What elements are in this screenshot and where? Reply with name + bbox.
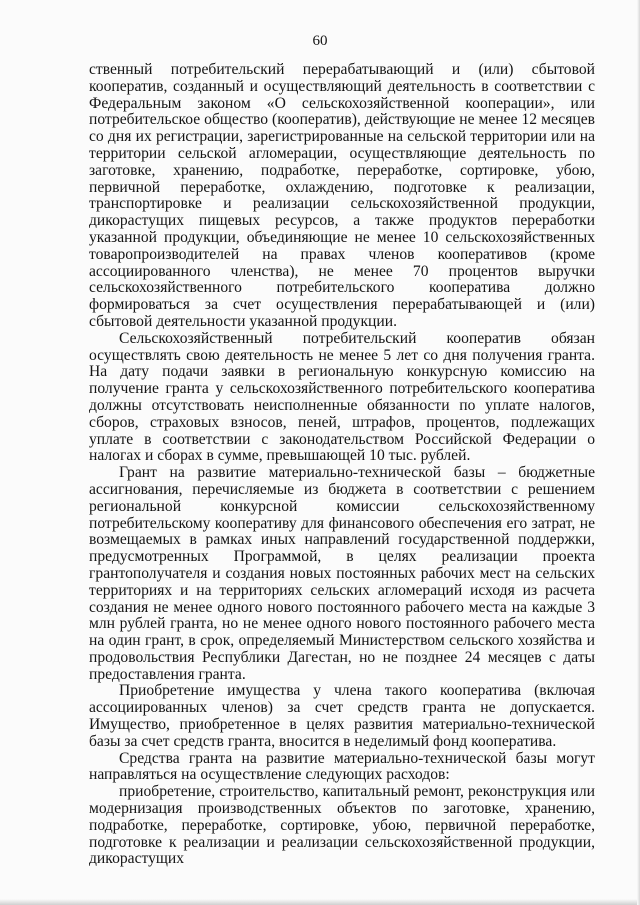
paragraph-grant-expenses-intro: Средства гранта на развитие материально-технической базы могут направляться на осуществление следующих расходов: <box>89 749 595 784</box>
paragraph-cooperative-obligations: Сельскохозяйственный потребительский кооператив обязан осуществлять свою деятельность не менее 5 лет со дня получения гранта. На дату подачи заявки в региональную конкурсную комиссию на получение гранта у сельскохозяйственного потребительского кооператива должны отсутствовать неисполненные обязанности по уплате налогов, сборов, страховых взносов, пеней, штрафов, процентов, подлежащих уплате в соответствии с законодательством Российской Федерации о налогах и сборах в сумме, превышающей 10 тыс. рублей. <box>89 329 595 465</box>
paragraph-grant-definition: Грант на развитие материально-технической базы – бюджетные ассигнования, перечисляемые из бюджета в соответствии с решением региональной конкурсной комиссии сельскохозяйственному потребительскому кооперативу для финансового обеспечения его затрат, не возмещаемых в рамках иных направлений государственной поддержки, предусмотренных Программой, в целях реализации проекта грантополучателя и создания новых постоянных рабочих мест на сельских территориях и на территориях сельских агломераций исходя из расчета создания не менее одного нового постоянного рабочего места на каждые 3 млн рублей гранта, но не менее одного нового постоянного рабочего места на один грант, в срок, определяемый Министерством сельского хозяйства и продовольствия Республики Дагестан, но не позднее 24 месяцев с даты предоставления гранта. <box>89 464 595 683</box>
scan-bottom-edge <box>0 899 640 905</box>
paragraph-expense-item: приобретение, строительство, капитальный ремонт, реконструкция или модернизация производственных объектов по заготовке, хранению, подработке, переработке, сортировке, убою, первичной переработке, подготовке к реализации и реализации сельскохозяйственной продукции, дикорастущих <box>89 783 595 868</box>
document-body <box>89 62 595 868</box>
paragraph-property-acquisition: Приобретение имущества у члена такого кооператива (включая ассоциированных членов) за счет средств гранта не допускается. Имущество, приобретенное в целях развития материально-технической базы за счет средств гранта, вносится в неделимый фонд кооператива. <box>89 682 595 750</box>
paragraph-continued: ственный потребительский перерабатывающий и (или) сбытовой кооператив, созданный и осуществляющий деятельность в соответствии с Федеральным законом «О сельскохозяйственной кооперации», или потребительское общество (кооператив), действующие не менее 12 месяцев со дня их регистрации, зарегистрированные на сельской территории или на территории сельской агломерации, осуществляющие деятельность по заготовке, хранению, подработке, переработке, сортировке, убою, первичной переработке, охлаждению, подготовке к реализации, транспортировке и реализации сельскохозяйственной продукции, дикорастущих пищевых ресурсов, а также продуктов переработки указанной продукции, объединяющие не менее 10 сельскохозяйственных товаропроизводителей на правах членов кооперативов (кроме ассоциированного членства), не менее 70 процентов выручки сельскохозяйственного потребительского кооператива должно формироваться за счет осуществления перерабатывающей и (или) сбытовой деятельности указанной продукции. <box>89 61 595 330</box>
page-number: 60 <box>312 33 328 49</box>
